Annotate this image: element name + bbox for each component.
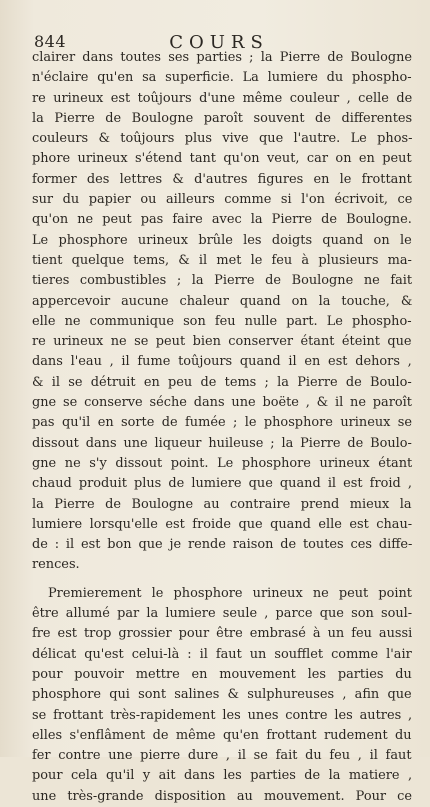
text-line: rences. bbox=[32, 557, 80, 573]
text-line: gne ne s'y dissout point. Le phosphore urineux étant bbox=[32, 455, 412, 471]
text-line: dans l'eau , il fume toûjours quand il en est dehors , bbox=[32, 354, 412, 370]
text-line: pour pouvoir mettre en mouvement les parties du bbox=[32, 666, 412, 682]
text-line: re urineux est toûjours d'une même couleur , celle de bbox=[32, 90, 412, 106]
text-line: de : il est bon que je rende raison de toutes ces diffe- bbox=[32, 537, 412, 553]
text-line: couleurs & toûjours plus vive que l'autre. Le phos- bbox=[32, 131, 412, 147]
text-line: être allumé par la lumiere seule , parce que son soul- bbox=[32, 606, 412, 622]
text-line: phosphore qui sont salines & sulphureuses , afin que bbox=[32, 687, 412, 703]
text-line: délicat qu'est celui-là : il faut un soufflet comme l'air bbox=[32, 646, 412, 662]
text-line: la Pierre de Boulogne au contraire prend mieux la bbox=[32, 496, 412, 512]
text-line: chaud produit plus de lumiere que quand il est froid , bbox=[32, 476, 412, 492]
text-line: tieres combustibles ; la Pierre de Boulogne ne fait bbox=[32, 273, 412, 289]
text-line: qu'on ne peut pas faire avec la Pierre de Boulogne. bbox=[32, 212, 412, 228]
text-line: lumiere lorsqu'elle est froide que quand elle est chau- bbox=[32, 516, 412, 532]
text-line: se frottant très-rapidement les unes contre les autres , bbox=[32, 707, 412, 723]
text-line: la Pierre de Boulogne paroît souvent de differentes bbox=[32, 110, 412, 126]
body-text bbox=[32, 48, 412, 807]
text-line: fer contre une pierre dure , il se fait du feu , il faut bbox=[32, 748, 412, 764]
text-line: Premierement le phosphore urineux ne peut point bbox=[48, 585, 412, 601]
text-line: re urineux ne se peut bien conserver étant éteint que bbox=[32, 334, 412, 350]
text-line: dissout dans une liqueur huileuse ; la Pierre de Boulo- bbox=[32, 435, 412, 451]
text-line: elle ne communique son feu nulle part. Le phospho- bbox=[32, 313, 412, 329]
text-line: gne se conserve séche dans une boëte , & il ne paroît bbox=[32, 395, 412, 411]
text-line: & il se détruit en peu de tems ; la Pierre de Boulo- bbox=[32, 374, 412, 390]
page-number: 844 bbox=[34, 32, 67, 51]
text-line: sur du papier ou ailleurs comme si l'on écrivoit, ce bbox=[32, 192, 412, 208]
text-line: n'éclaire qu'en sa superficie. La lumiere du phospho- bbox=[32, 70, 412, 86]
text-line: pas qu'il en sorte de fumée ; le phosphore urineux se bbox=[32, 415, 412, 431]
paragraph-2 bbox=[32, 584, 412, 807]
text-line: tient quelque tems, & il met le feu à plusieurs ma- bbox=[32, 252, 412, 268]
text-line: phore urineux s'étend tant qu'on veut, car on en peut bbox=[32, 151, 412, 167]
text-line: clairer dans toutes ses parties ; la Pierre de Boulogne bbox=[32, 50, 412, 65]
text-line: pour cela qu'il y ait dans les parties de la matiere , bbox=[32, 768, 412, 784]
text-line: une très-grande disposition au mouvement. Pour ce bbox=[32, 788, 412, 804]
text-line: fre est trop grossier pour être embrasé à un feu aussi bbox=[32, 626, 412, 642]
running-title: COURS bbox=[169, 32, 269, 53]
text-line: appercevoir aucune chaleur quand on la touche, & bbox=[32, 293, 412, 309]
paragraph-1 bbox=[32, 48, 412, 576]
text-line: elles s'enflâment de même qu'en frottant rudement du bbox=[32, 727, 412, 743]
text-line: Le phosphore urineux brûle les doigts quand on le bbox=[32, 232, 412, 248]
text-line: former des lettres & d'autres figures en le frottant bbox=[32, 171, 412, 187]
